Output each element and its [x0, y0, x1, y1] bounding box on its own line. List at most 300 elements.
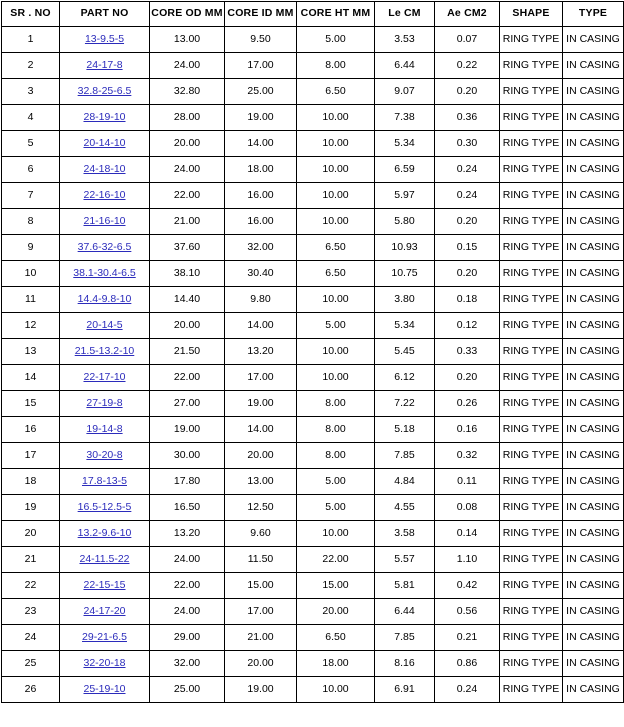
cell-core-id: 14.00 [225, 131, 297, 157]
cell-type: IN CASING [563, 443, 624, 469]
table-row [2, 183, 624, 209]
cell-part-no [60, 391, 150, 417]
cell-core-od: 22.00 [150, 183, 225, 209]
cell-type: IN CASING [563, 547, 624, 573]
cell-core-od: 29.00 [150, 625, 225, 651]
column-header-type: TYPE [563, 2, 624, 27]
cell-le-cm: 5.45 [375, 339, 435, 365]
cell-shape: RING TYPE [500, 339, 563, 365]
cell-core-id: 19.00 [225, 105, 297, 131]
table-row [2, 651, 624, 677]
cell-ae-cm2: 0.15 [435, 235, 500, 261]
cell-type: IN CASING [563, 599, 624, 625]
table-body [2, 27, 624, 703]
cell-ae-cm2: 0.11 [435, 469, 500, 495]
cell-core-ht: 8.00 [297, 391, 375, 417]
cell-core-id: 17.00 [225, 53, 297, 79]
cell-core-ht: 10.00 [297, 183, 375, 209]
table-row [2, 365, 624, 391]
table-row [2, 261, 624, 287]
table-row [2, 209, 624, 235]
cell-part-no [60, 339, 150, 365]
cell-ae-cm2: 0.16 [435, 417, 500, 443]
part-no-link[interactable]: 24-11.5-22 [79, 552, 130, 565]
part-no-link[interactable]: 14.4-9.8-10 [77, 292, 132, 305]
cell-part-no [60, 443, 150, 469]
cell-ae-cm2: 0.12 [435, 313, 500, 339]
parts-table-container [0, 1, 624, 727]
part-no-link[interactable]: 28-19-10 [83, 110, 126, 123]
cell-core-ht: 10.00 [297, 339, 375, 365]
table-row [2, 547, 624, 573]
part-no-link[interactable]: 22-17-10 [83, 370, 126, 383]
cell-sr-no: 5 [2, 131, 60, 157]
cell-core-ht: 5.00 [297, 469, 375, 495]
cell-part-no [60, 313, 150, 339]
cell-core-id: 16.00 [225, 183, 297, 209]
cell-core-id: 20.00 [225, 443, 297, 469]
table-row [2, 573, 624, 599]
cell-le-cm: 5.97 [375, 183, 435, 209]
cell-core-ht: 8.00 [297, 443, 375, 469]
cell-type: IN CASING [563, 391, 624, 417]
cell-shape: RING TYPE [500, 235, 563, 261]
cell-ae-cm2: 0.24 [435, 677, 500, 703]
cell-type: IN CASING [563, 105, 624, 131]
part-no-link[interactable]: 20-14-10 [83, 136, 126, 149]
table-header [2, 2, 624, 27]
cell-core-ht: 6.50 [297, 625, 375, 651]
cell-core-ht: 5.00 [297, 495, 375, 521]
cell-core-od: 32.80 [150, 79, 225, 105]
cell-le-cm: 7.85 [375, 443, 435, 469]
part-no-link[interactable]: 37.6-32-6.5 [77, 240, 132, 253]
table-row [2, 677, 624, 703]
cell-core-od: 22.00 [150, 365, 225, 391]
cell-part-no [60, 417, 150, 443]
cell-shape: RING TYPE [500, 469, 563, 495]
cell-ae-cm2: 0.07 [435, 27, 500, 53]
cell-type: IN CASING [563, 53, 624, 79]
cell-part-no [60, 53, 150, 79]
cell-part-no [60, 27, 150, 53]
cell-sr-no: 23 [2, 599, 60, 625]
cell-core-od: 37.60 [150, 235, 225, 261]
column-header-ae-cm2: Ae CM2 [435, 2, 500, 27]
cell-ae-cm2: 1.10 [435, 547, 500, 573]
cell-part-no [60, 209, 150, 235]
part-no-link[interactable]: 38.1-30.4-6.5 [73, 266, 136, 279]
cell-core-od: 13.20 [150, 521, 225, 547]
cell-le-cm: 10.93 [375, 235, 435, 261]
table-row [2, 521, 624, 547]
cell-type: IN CASING [563, 573, 624, 599]
cell-shape: RING TYPE [500, 157, 563, 183]
cell-sr-no: 2 [2, 53, 60, 79]
cell-core-ht: 10.00 [297, 521, 375, 547]
cell-type: IN CASING [563, 339, 624, 365]
cell-core-id: 9.50 [225, 27, 297, 53]
cell-type: IN CASING [563, 495, 624, 521]
part-no-link[interactable]: 27-19-8 [86, 396, 123, 409]
cell-part-no [60, 625, 150, 651]
cell-ae-cm2: 0.20 [435, 261, 500, 287]
cell-ae-cm2: 0.56 [435, 599, 500, 625]
cell-core-od: 27.00 [150, 391, 225, 417]
cell-core-ht: 6.50 [297, 261, 375, 287]
table-row [2, 469, 624, 495]
cell-core-od: 28.00 [150, 105, 225, 131]
cell-le-cm: 7.85 [375, 625, 435, 651]
cell-le-cm: 10.75 [375, 261, 435, 287]
cell-core-od: 20.00 [150, 313, 225, 339]
cell-core-ht: 10.00 [297, 365, 375, 391]
table-row [2, 417, 624, 443]
cell-shape: RING TYPE [500, 261, 563, 287]
cell-part-no [60, 573, 150, 599]
cell-type: IN CASING [563, 521, 624, 547]
cell-sr-no: 6 [2, 157, 60, 183]
cell-part-no [60, 79, 150, 105]
cell-ae-cm2: 0.20 [435, 79, 500, 105]
cell-core-id: 14.00 [225, 313, 297, 339]
parts-table [1, 1, 624, 703]
cell-core-ht: 10.00 [297, 287, 375, 313]
part-no-link[interactable]: 13-9.5-5 [84, 32, 125, 45]
cell-core-id: 18.00 [225, 157, 297, 183]
cell-sr-no: 10 [2, 261, 60, 287]
cell-core-ht: 15.00 [297, 573, 375, 599]
table-row [2, 391, 624, 417]
part-no-link[interactable]: 19-14-8 [86, 422, 123, 435]
cell-core-ht: 10.00 [297, 677, 375, 703]
cell-shape: RING TYPE [500, 183, 563, 209]
cell-shape: RING TYPE [500, 599, 563, 625]
cell-core-ht: 6.50 [297, 79, 375, 105]
cell-type: IN CASING [563, 287, 624, 313]
cell-part-no [60, 183, 150, 209]
cell-sr-no: 25 [2, 651, 60, 677]
column-header-sr-no: SR . NO [2, 2, 60, 27]
cell-ae-cm2: 0.86 [435, 651, 500, 677]
cell-ae-cm2: 0.36 [435, 105, 500, 131]
cell-core-od: 19.00 [150, 417, 225, 443]
cell-core-ht: 6.50 [297, 235, 375, 261]
part-no-link[interactable]: 22-16-10 [83, 188, 126, 201]
cell-core-id: 16.00 [225, 209, 297, 235]
cell-type: IN CASING [563, 183, 624, 209]
cell-le-cm: 3.58 [375, 521, 435, 547]
cell-type: IN CASING [563, 313, 624, 339]
cell-ae-cm2: 0.20 [435, 365, 500, 391]
cell-sr-no: 17 [2, 443, 60, 469]
part-no-link[interactable]: 24-18-10 [83, 162, 126, 175]
cell-sr-no: 14 [2, 365, 60, 391]
cell-core-id: 21.00 [225, 625, 297, 651]
part-no-link[interactable]: 21.5-13.2-10 [74, 344, 135, 357]
cell-core-id: 32.00 [225, 235, 297, 261]
cell-sr-no: 3 [2, 79, 60, 105]
part-no-link[interactable]: 22-15-15 [83, 578, 126, 591]
cell-core-od: 24.00 [150, 53, 225, 79]
cell-le-cm: 6.44 [375, 53, 435, 79]
cell-shape: RING TYPE [500, 79, 563, 105]
cell-le-cm: 5.18 [375, 417, 435, 443]
cell-sr-no: 26 [2, 677, 60, 703]
cell-core-ht: 5.00 [297, 313, 375, 339]
cell-sr-no: 21 [2, 547, 60, 573]
cell-core-od: 17.80 [150, 469, 225, 495]
cell-part-no [60, 521, 150, 547]
cell-core-od: 38.10 [150, 261, 225, 287]
cell-le-cm: 4.84 [375, 469, 435, 495]
table-row [2, 443, 624, 469]
part-no-link[interactable]: 24-17-20 [83, 604, 126, 617]
table-row [2, 313, 624, 339]
column-header-shape: SHAPE [500, 2, 563, 27]
cell-ae-cm2: 0.21 [435, 625, 500, 651]
part-no-link[interactable]: 17.8-13-5 [82, 474, 127, 487]
cell-ae-cm2: 0.32 [435, 443, 500, 469]
cell-core-od: 24.00 [150, 157, 225, 183]
cell-core-od: 25.00 [150, 677, 225, 703]
cell-type: IN CASING [563, 261, 624, 287]
cell-core-id: 14.00 [225, 417, 297, 443]
cell-shape: RING TYPE [500, 209, 563, 235]
cell-core-od: 14.40 [150, 287, 225, 313]
cell-sr-no: 1 [2, 27, 60, 53]
cell-sr-no: 9 [2, 235, 60, 261]
table-row [2, 287, 624, 313]
cell-core-ht: 10.00 [297, 209, 375, 235]
cell-le-cm: 6.91 [375, 677, 435, 703]
cell-ae-cm2: 0.33 [435, 339, 500, 365]
cell-shape: RING TYPE [500, 625, 563, 651]
cell-le-cm: 5.34 [375, 131, 435, 157]
cell-ae-cm2: 0.24 [435, 157, 500, 183]
cell-shape: RING TYPE [500, 573, 563, 599]
cell-le-cm: 6.59 [375, 157, 435, 183]
part-no-link[interactable]: 32.8-25-6.5 [77, 84, 132, 97]
cell-le-cm: 6.44 [375, 599, 435, 625]
cell-shape: RING TYPE [500, 417, 563, 443]
cell-type: IN CASING [563, 417, 624, 443]
cell-ae-cm2: 0.24 [435, 183, 500, 209]
cell-sr-no: 4 [2, 105, 60, 131]
cell-core-id: 12.50 [225, 495, 297, 521]
cell-core-ht: 5.00 [297, 27, 375, 53]
cell-core-ht: 22.00 [297, 547, 375, 573]
cell-type: IN CASING [563, 79, 624, 105]
cell-type: IN CASING [563, 131, 624, 157]
table-header-row [2, 2, 624, 27]
cell-core-od: 20.00 [150, 131, 225, 157]
table-row [2, 599, 624, 625]
table-row [2, 79, 624, 105]
cell-core-od: 21.50 [150, 339, 225, 365]
cell-sr-no: 12 [2, 313, 60, 339]
cell-shape: RING TYPE [500, 547, 563, 573]
column-header-core-id: CORE ID MM [225, 2, 297, 27]
part-no-link[interactable]: 24-17-8 [86, 58, 123, 71]
part-no-link[interactable]: 16.5-12.5-5 [77, 500, 132, 513]
cell-core-od: 22.00 [150, 573, 225, 599]
table-row [2, 53, 624, 79]
cell-part-no [60, 157, 150, 183]
cell-part-no [60, 365, 150, 391]
cell-core-id: 13.00 [225, 469, 297, 495]
cell-core-id: 9.80 [225, 287, 297, 313]
cell-ae-cm2: 0.14 [435, 521, 500, 547]
column-header-le-cm: Le CM [375, 2, 435, 27]
cell-sr-no: 18 [2, 469, 60, 495]
cell-shape: RING TYPE [500, 651, 563, 677]
cell-core-od: 16.50 [150, 495, 225, 521]
cell-core-id: 19.00 [225, 391, 297, 417]
cell-sr-no: 16 [2, 417, 60, 443]
part-no-link[interactable]: 21-16-10 [83, 214, 126, 227]
cell-sr-no: 13 [2, 339, 60, 365]
cell-type: IN CASING [563, 209, 624, 235]
cell-core-ht: 18.00 [297, 651, 375, 677]
cell-core-ht: 10.00 [297, 131, 375, 157]
cell-part-no [60, 547, 150, 573]
cell-sr-no: 22 [2, 573, 60, 599]
cell-core-od: 32.00 [150, 651, 225, 677]
cell-core-ht: 10.00 [297, 105, 375, 131]
table-row [2, 157, 624, 183]
cell-core-id: 11.50 [225, 547, 297, 573]
column-header-part-no: PART NO [60, 2, 150, 27]
cell-core-id: 9.60 [225, 521, 297, 547]
cell-sr-no: 11 [2, 287, 60, 313]
cell-ae-cm2: 0.26 [435, 391, 500, 417]
cell-type: IN CASING [563, 651, 624, 677]
cell-le-cm: 6.12 [375, 365, 435, 391]
cell-shape: RING TYPE [500, 131, 563, 157]
cell-shape: RING TYPE [500, 391, 563, 417]
cell-sr-no: 15 [2, 391, 60, 417]
cell-core-od: 13.00 [150, 27, 225, 53]
cell-ae-cm2: 0.18 [435, 287, 500, 313]
cell-type: IN CASING [563, 365, 624, 391]
cell-part-no [60, 287, 150, 313]
part-no-link[interactable]: 25-19-10 [83, 682, 126, 695]
cell-shape: RING TYPE [500, 365, 563, 391]
column-header-core-od: CORE OD MM [150, 2, 225, 27]
cell-shape: RING TYPE [500, 53, 563, 79]
cell-le-cm: 7.22 [375, 391, 435, 417]
table-row [2, 339, 624, 365]
cell-shape: RING TYPE [500, 313, 563, 339]
cell-part-no [60, 235, 150, 261]
cell-type: IN CASING [563, 677, 624, 703]
cell-core-id: 15.00 [225, 573, 297, 599]
cell-le-cm: 3.53 [375, 27, 435, 53]
cell-sr-no: 8 [2, 209, 60, 235]
cell-core-ht: 8.00 [297, 53, 375, 79]
part-no-link[interactable]: 20-14-5 [86, 318, 123, 331]
cell-ae-cm2: 0.20 [435, 209, 500, 235]
cell-shape: RING TYPE [500, 495, 563, 521]
cell-core-id: 25.00 [225, 79, 297, 105]
column-header-core-ht: CORE HT MM [297, 2, 375, 27]
cell-le-cm: 7.38 [375, 105, 435, 131]
cell-core-id: 30.40 [225, 261, 297, 287]
cell-part-no [60, 677, 150, 703]
cell-ae-cm2: 0.08 [435, 495, 500, 521]
table-row [2, 27, 624, 53]
cell-core-ht: 10.00 [297, 157, 375, 183]
cell-type: IN CASING [563, 27, 624, 53]
table-row [2, 131, 624, 157]
cell-le-cm: 5.34 [375, 313, 435, 339]
cell-shape: RING TYPE [500, 27, 563, 53]
cell-shape: RING TYPE [500, 105, 563, 131]
part-no-link[interactable]: 30-20-8 [86, 448, 123, 461]
cell-type: IN CASING [563, 157, 624, 183]
cell-core-od: 30.00 [150, 443, 225, 469]
part-no-link[interactable]: 13.2-9.6-10 [77, 526, 132, 539]
cell-core-od: 21.00 [150, 209, 225, 235]
cell-shape: RING TYPE [500, 287, 563, 313]
cell-sr-no: 19 [2, 495, 60, 521]
cell-core-id: 20.00 [225, 651, 297, 677]
cell-part-no [60, 261, 150, 287]
cell-core-id: 17.00 [225, 599, 297, 625]
table-row [2, 625, 624, 651]
cell-shape: RING TYPE [500, 521, 563, 547]
part-no-link[interactable]: 29-21-6.5 [82, 630, 127, 643]
part-no-link[interactable]: 32-20-18 [83, 656, 126, 669]
cell-type: IN CASING [563, 469, 624, 495]
cell-core-id: 17.00 [225, 365, 297, 391]
cell-core-ht: 8.00 [297, 417, 375, 443]
table-row [2, 105, 624, 131]
cell-le-cm: 4.55 [375, 495, 435, 521]
cell-core-ht: 20.00 [297, 599, 375, 625]
cell-sr-no: 20 [2, 521, 60, 547]
cell-shape: RING TYPE [500, 443, 563, 469]
cell-le-cm: 9.07 [375, 79, 435, 105]
cell-shape: RING TYPE [500, 677, 563, 703]
cell-core-id: 19.00 [225, 677, 297, 703]
cell-sr-no: 24 [2, 625, 60, 651]
cell-core-od: 24.00 [150, 547, 225, 573]
table-row [2, 495, 624, 521]
cell-ae-cm2: 0.22 [435, 53, 500, 79]
cell-le-cm: 5.57 [375, 547, 435, 573]
cell-le-cm: 3.80 [375, 287, 435, 313]
cell-core-od: 24.00 [150, 599, 225, 625]
cell-part-no [60, 651, 150, 677]
cell-part-no [60, 495, 150, 521]
cell-part-no [60, 105, 150, 131]
table-row [2, 235, 624, 261]
cell-le-cm: 5.81 [375, 573, 435, 599]
cell-part-no [60, 599, 150, 625]
cell-ae-cm2: 0.42 [435, 573, 500, 599]
cell-le-cm: 5.80 [375, 209, 435, 235]
cell-part-no [60, 131, 150, 157]
cell-type: IN CASING [563, 235, 624, 261]
cell-le-cm: 8.16 [375, 651, 435, 677]
cell-part-no [60, 469, 150, 495]
cell-core-id: 13.20 [225, 339, 297, 365]
cell-ae-cm2: 0.30 [435, 131, 500, 157]
cell-sr-no: 7 [2, 183, 60, 209]
cell-type: IN CASING [563, 625, 624, 651]
